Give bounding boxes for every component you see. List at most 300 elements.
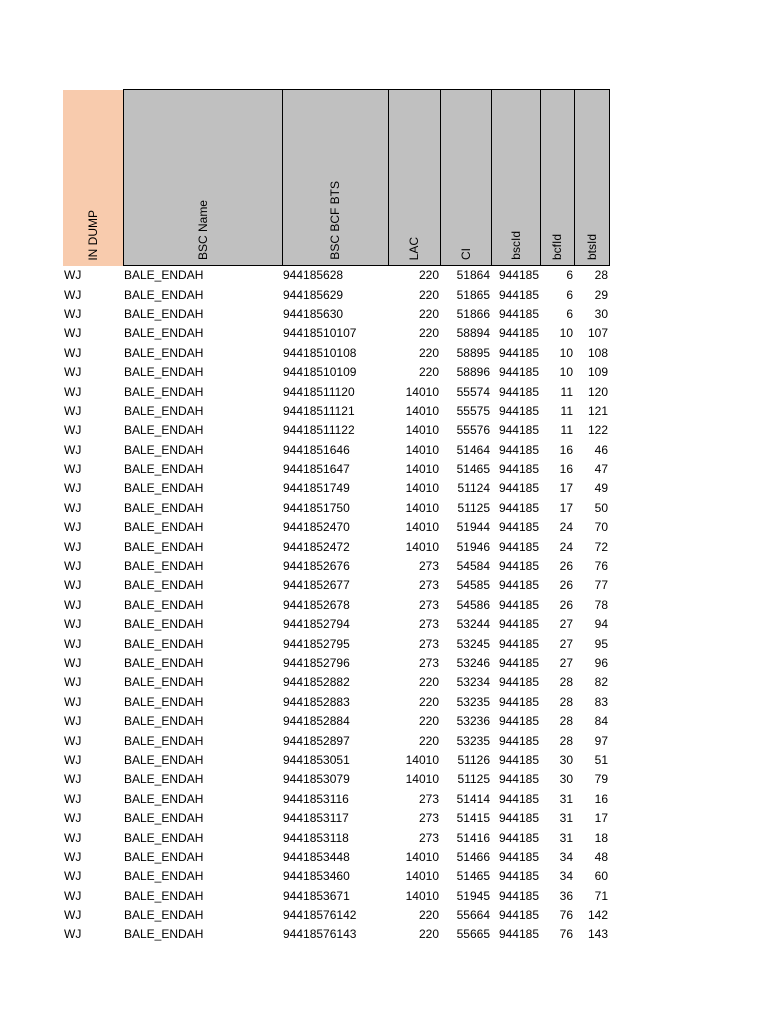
cell-btsid: 47 [594, 462, 608, 477]
cell-bscid: 944185 [498, 636, 539, 651]
table-row [63, 344, 609, 363]
cell-lac: 14010 [405, 500, 439, 515]
cell-ci: 58896 [456, 365, 490, 380]
cell-in-dump: WJ [64, 500, 82, 515]
cell-btsid: 50 [594, 500, 608, 515]
cell-lac: 14010 [405, 462, 439, 477]
cell-lac: 14010 [405, 481, 439, 496]
cell-lac: 273 [418, 830, 439, 845]
cell-bscid: 944185 [498, 791, 539, 806]
cell-ci: 51466 [456, 849, 490, 864]
cell-lac: 14010 [405, 849, 439, 864]
data-table [63, 89, 610, 945]
cell-bsc-bcf-bts: 9441851646 [283, 442, 350, 457]
cell-bcfid: 6 [566, 287, 573, 302]
cell-bcfid: 31 [559, 811, 573, 826]
cell-bsc-bcf-bts: 94418511121 [283, 403, 355, 418]
cell-bscid: 944185 [498, 597, 539, 612]
cell-bcfid: 36 [559, 888, 573, 903]
table-row [63, 285, 609, 304]
cell-bsc-bcf-bts: 9441852796 [283, 656, 350, 670]
cell-in-dump: WJ [64, 520, 82, 535]
cell-btsid: 51 [594, 752, 608, 767]
cell-lac: 14010 [405, 869, 439, 884]
cell-ci: 51465 [456, 869, 490, 884]
cell-bcfid: 28 [559, 675, 573, 690]
table-row [63, 848, 609, 867]
cell-btsid: 82 [594, 675, 608, 690]
cell-bsc-name: BALE_ENDAH [124, 423, 204, 438]
cell-bsc-bcf-bts: 944185629 [283, 287, 344, 302]
cell-bsc-name: BALE_ENDAH [124, 365, 204, 380]
cell-in-dump: WJ [64, 403, 82, 418]
table-row [63, 790, 609, 809]
cell-bsc-bcf-bts: 94418510109 [283, 365, 357, 380]
cell-bsc-name: BALE_ENDAH [124, 403, 204, 418]
cell-bcfid: 76 [559, 908, 573, 923]
cell-in-dump: WJ [64, 267, 82, 282]
cell-bcfid: 16 [559, 462, 573, 477]
cell-bsc-name: BALE_ENDAH [124, 675, 204, 690]
cell-lac: 14010 [405, 752, 439, 767]
cell-lac: 14010 [405, 423, 439, 438]
cell-btsid: 96 [594, 656, 608, 670]
cell-bscid: 944185 [498, 617, 539, 632]
table-row [63, 809, 609, 828]
cell-in-dump: WJ [64, 714, 82, 729]
cell-ci: 55665 [456, 927, 490, 942]
table-row [63, 576, 609, 595]
cell-ci: 51414 [456, 791, 490, 806]
cell-ci: 51416 [456, 830, 490, 845]
cell-bsc-name: BALE_ENDAH [124, 597, 204, 612]
cell-bsc-name: BALE_ENDAH [124, 733, 204, 748]
cell-bscid: 944185 [498, 811, 539, 826]
cell-btsid: 83 [594, 694, 608, 709]
cell-bsc-bcf-bts: 94418576143 [283, 927, 357, 942]
cell-bsc-name: BALE_ENDAH [124, 752, 204, 767]
cell-bscid: 944185 [498, 559, 539, 574]
cell-ci: 53236 [456, 714, 490, 729]
cell-bcfid: 27 [559, 656, 573, 670]
cell-bscid: 944185 [498, 733, 539, 748]
cell-ci: 51944 [456, 520, 490, 535]
cell-bscid: 944185 [498, 423, 539, 438]
column-header-bscid: bscId [491, 90, 540, 266]
cell-bsc-bcf-bts: 9441853448 [283, 849, 350, 864]
cell-bsc-bcf-bts: 9441853079 [283, 772, 350, 787]
cell-in-dump: WJ [64, 656, 82, 670]
cell-bsc-bcf-bts: 944185628 [283, 268, 344, 283]
cell-bsc-bcf-bts: 9441853460 [283, 869, 350, 884]
cell-lac: 220 [418, 326, 439, 341]
cell-bsc-name: BALE_ENDAH [124, 578, 204, 593]
cell-bcfid: 24 [559, 520, 573, 535]
cell-in-dump: WJ [64, 617, 82, 632]
cell-bsc-bcf-bts: 9441853671 [283, 888, 350, 903]
cell-btsid: 16 [594, 791, 608, 806]
cell-bcfid: 28 [559, 694, 573, 709]
cell-ci: 55576 [456, 423, 490, 438]
cell-bsc-bcf-bts: 9441852882 [283, 675, 350, 690]
cell-bcfid: 34 [559, 869, 573, 884]
cell-ci: 51946 [456, 539, 490, 554]
cell-in-dump: WJ [64, 849, 82, 864]
table-row [63, 382, 609, 401]
cell-bcfid: 28 [559, 714, 573, 729]
cell-bscid: 944185 [498, 384, 539, 399]
cell-lac: 273 [418, 559, 439, 574]
cell-btsid: 97 [594, 733, 608, 748]
cell-bscid: 944185 [498, 365, 539, 380]
cell-bsc-name: BALE_ENDAH [124, 384, 204, 399]
cell-bsc-name: BALE_ENDAH [124, 714, 204, 729]
cell-bsc-bcf-bts: 9441852794 [283, 617, 350, 632]
cell-bscid: 944185 [498, 462, 539, 477]
cell-bscid: 944185 [498, 520, 539, 535]
cell-bsc-bcf-bts: 9441852795 [283, 636, 350, 651]
cell-bsc-name: BALE_ENDAH [124, 811, 204, 826]
table-row [63, 654, 609, 673]
cell-btsid: 94 [594, 617, 608, 632]
cell-bcfid: 10 [559, 326, 573, 341]
table-row [63, 731, 609, 750]
cell-bsc-name: BALE_ENDAH [124, 462, 204, 477]
cell-bsc-name: BALE_ENDAH [124, 656, 204, 670]
cell-ci: 51866 [456, 306, 490, 321]
cell-bcfid: 30 [559, 772, 573, 787]
table-row [63, 305, 609, 324]
cell-bscid: 944185 [498, 345, 539, 360]
cell-bscid: 944185 [498, 403, 539, 418]
cell-bscid: 944185 [498, 927, 539, 942]
cell-ci: 55664 [456, 908, 490, 923]
cell-bsc-name: BALE_ENDAH [124, 830, 204, 845]
cell-in-dump: WJ [64, 733, 82, 748]
cell-bscid: 944185 [498, 578, 539, 593]
cell-btsid: 46 [594, 442, 608, 457]
cell-bsc-name: BALE_ENDAH [124, 908, 204, 923]
cell-lac: 273 [418, 578, 439, 593]
table-row [63, 906, 609, 925]
cell-lac: 14010 [405, 520, 439, 535]
cell-in-dump: WJ [64, 578, 82, 593]
cell-bsc-name: BALE_ENDAH [124, 500, 204, 515]
table-row [63, 441, 609, 460]
cell-lac: 14010 [405, 539, 439, 554]
table-row [63, 693, 609, 712]
cell-in-dump: WJ [64, 694, 82, 709]
cell-ci: 53245 [456, 636, 490, 651]
cell-bcfid: 27 [559, 636, 573, 651]
cell-bscid: 944185 [498, 908, 539, 923]
cell-bscid: 944185 [498, 849, 539, 864]
cell-in-dump: WJ [64, 365, 82, 380]
header-row [63, 90, 609, 266]
cell-lac: 220 [418, 714, 439, 729]
cell-lac: 220 [418, 365, 439, 380]
cell-lac: 220 [418, 694, 439, 709]
table-row [63, 770, 609, 789]
cell-bcfid: 6 [566, 306, 573, 321]
cell-bscid: 944185 [498, 306, 539, 321]
table-row [63, 828, 609, 847]
table-row [63, 324, 609, 343]
cell-bcfid: 10 [559, 345, 573, 360]
cell-bsc-name: BALE_ENDAH [124, 326, 204, 341]
cell-btsid: 77 [594, 578, 608, 593]
cell-btsid: 70 [594, 520, 608, 535]
cell-bsc-bcf-bts: 9441851750 [283, 500, 350, 515]
cell-lac: 220 [418, 908, 439, 923]
cell-bscid: 944185 [498, 539, 539, 554]
cell-in-dump: WJ [64, 462, 82, 477]
cell-btsid: 142 [587, 908, 608, 923]
cell-bcfid: 27 [559, 617, 573, 632]
cell-in-dump: WJ [64, 597, 82, 612]
cell-bcfid: 28 [559, 733, 573, 748]
cell-in-dump: WJ [64, 908, 82, 923]
cell-in-dump: WJ [64, 830, 82, 845]
cell-btsid: 120 [587, 384, 608, 399]
cell-lac: 273 [418, 811, 439, 826]
cell-ci: 55575 [456, 403, 490, 418]
table-row [63, 673, 609, 692]
cell-btsid: 122 [587, 423, 608, 438]
cell-bscid: 944185 [498, 500, 539, 515]
cell-bsc-bcf-bts: 9441853051 [283, 752, 350, 767]
cell-bcfid: 26 [559, 578, 573, 593]
cell-bscid: 944185 [498, 481, 539, 496]
column-header-bcfid: bcfId [540, 90, 574, 266]
cell-in-dump: WJ [64, 384, 82, 399]
cell-bcfid: 31 [559, 791, 573, 806]
cell-lac: 220 [418, 306, 439, 321]
cell-bsc-name: BALE_ENDAH [124, 268, 204, 283]
cell-lac: 220 [418, 675, 439, 690]
cell-bcfid: 16 [559, 442, 573, 457]
cell-bsc-bcf-bts: 9441852883 [283, 694, 350, 709]
cell-bsc-name: BALE_ENDAH [124, 869, 204, 884]
cell-lac: 14010 [405, 384, 439, 399]
cell-ci: 51945 [456, 888, 490, 903]
cell-lac: 14010 [405, 888, 439, 903]
cell-bsc-name: BALE_ENDAH [124, 849, 204, 864]
cell-btsid: 49 [594, 481, 608, 496]
cell-ci: 51465 [456, 462, 490, 477]
cell-in-dump: WJ [64, 539, 82, 554]
cell-bsc-bcf-bts: 94418510108 [283, 345, 357, 360]
cell-bsc-name: BALE_ENDAH [124, 791, 204, 806]
cell-bsc-name: BALE_ENDAH [124, 694, 204, 709]
cell-bsc-bcf-bts: 9441852884 [283, 714, 350, 729]
cell-btsid: 76 [594, 559, 608, 574]
cell-ci: 53235 [456, 694, 490, 709]
cell-bcfid: 11 [560, 403, 573, 418]
cell-bcfid: 31 [559, 830, 573, 845]
cell-lac: 273 [418, 656, 439, 670]
cell-bcfid: 10 [559, 365, 573, 380]
cell-bscid: 944185 [498, 752, 539, 767]
cell-bcfid: 26 [559, 559, 573, 574]
cell-in-dump: WJ [64, 423, 82, 438]
cell-lac: 220 [418, 733, 439, 748]
cell-bcfid: 34 [559, 849, 573, 864]
cell-bsc-name: BALE_ENDAH [124, 636, 204, 651]
cell-bscid: 944185 [498, 830, 539, 845]
cell-in-dump: WJ [64, 869, 82, 884]
cell-bscid: 944185 [498, 287, 539, 302]
cell-btsid: 107 [587, 326, 608, 341]
cell-ci: 53244 [456, 617, 490, 632]
cell-bsc-bcf-bts: 9441852472 [283, 539, 350, 554]
cell-bsc-bcf-bts: 94418511120 [283, 384, 355, 399]
table-row [63, 421, 609, 440]
cell-in-dump: WJ [64, 675, 82, 690]
cell-bcfid: 17 [559, 481, 573, 496]
cell-btsid: 71 [594, 888, 608, 903]
cell-bsc-name: BALE_ENDAH [124, 520, 204, 535]
column-header-ci: CI [440, 90, 491, 266]
table-row [63, 402, 609, 421]
cell-lac: 220 [418, 268, 439, 283]
cell-btsid: 108 [587, 345, 608, 360]
cell-bsc-bcf-bts: 9441852678 [283, 597, 350, 612]
cell-btsid: 109 [587, 365, 608, 380]
column-header-lac: LAC [388, 90, 440, 266]
cell-bcfid: 17 [559, 500, 573, 515]
cell-bsc-bcf-bts: 9441852676 [283, 559, 350, 574]
cell-btsid: 29 [594, 287, 608, 302]
cell-bscid: 944185 [498, 694, 539, 709]
cell-bsc-bcf-bts: 94418510107 [283, 326, 357, 341]
cell-bsc-bcf-bts: 9441851749 [283, 481, 350, 496]
cell-btsid: 143 [587, 927, 608, 942]
cell-btsid: 84 [594, 714, 608, 729]
cell-btsid: 17 [594, 811, 608, 826]
cell-in-dump: WJ [64, 752, 82, 767]
cell-bscid: 944185 [498, 442, 539, 457]
cell-bcfid: 30 [559, 752, 573, 767]
cell-ci: 53246 [456, 656, 490, 670]
cell-lac: 273 [418, 617, 439, 632]
cell-bsc-name: BALE_ENDAH [124, 306, 204, 321]
cell-ci: 51464 [456, 442, 490, 457]
table-row [63, 925, 609, 944]
table-row [63, 537, 609, 556]
cell-bsc-bcf-bts: 9441853117 [283, 811, 349, 826]
cell-bcfid: 11 [560, 423, 573, 438]
cell-in-dump: WJ [64, 811, 82, 826]
table-row [63, 615, 609, 634]
table-row [63, 887, 609, 906]
column-header-bsc-bcf-bts: BSC BCF BTS [282, 90, 388, 266]
cell-btsid: 60 [594, 869, 608, 884]
cell-ci: 51125 [457, 772, 490, 787]
cell-in-dump: WJ [64, 791, 82, 806]
cell-bcfid: 24 [559, 539, 573, 554]
cell-lac: 220 [418, 287, 439, 302]
cell-btsid: 95 [594, 636, 608, 651]
cell-bsc-bcf-bts: 9441852897 [283, 733, 350, 748]
column-header-btsid: btsId [574, 90, 609, 266]
cell-bsc-bcf-bts: 9441853118 [283, 830, 349, 845]
cell-btsid: 78 [594, 597, 608, 612]
table-row [63, 751, 609, 770]
cell-lac: 273 [418, 597, 439, 612]
cell-in-dump: WJ [64, 772, 82, 787]
cell-lac: 273 [418, 791, 439, 806]
cell-ci: 51415 [456, 811, 490, 826]
cell-ci: 58894 [456, 326, 490, 341]
table-row [63, 712, 609, 731]
table-row [63, 363, 609, 382]
cell-in-dump: WJ [64, 345, 82, 360]
cell-in-dump: WJ [64, 559, 82, 574]
cell-bcfid: 6 [566, 268, 573, 283]
table-row [63, 634, 609, 653]
cell-btsid: 30 [594, 306, 608, 321]
cell-in-dump: WJ [64, 306, 82, 321]
cell-bscid: 944185 [498, 656, 539, 670]
cell-bsc-name: BALE_ENDAH [124, 617, 204, 632]
cell-ci: 51124 [457, 481, 490, 496]
cell-bsc-bcf-bts: 94418511122 [283, 423, 355, 438]
cell-lac: 220 [418, 927, 439, 942]
cell-ci: 51865 [456, 287, 490, 302]
cell-bsc-bcf-bts: 9441853116 [283, 791, 349, 806]
table-row [63, 518, 609, 537]
cell-btsid: 79 [594, 772, 608, 787]
cell-bscid: 944185 [498, 268, 539, 283]
cell-ci: 51126 [457, 752, 490, 767]
cell-bscid: 944185 [498, 675, 539, 690]
cell-in-dump: WJ [64, 287, 82, 302]
cell-in-dump: WJ [64, 888, 82, 903]
cell-ci: 55574 [456, 384, 490, 399]
cell-bcfid: 76 [559, 927, 573, 942]
cell-bsc-bcf-bts: 9441852470 [283, 520, 350, 535]
table-row [63, 596, 609, 615]
cell-bsc-name: BALE_ENDAH [124, 287, 204, 302]
cell-btsid: 18 [594, 830, 608, 845]
cell-bsc-name: BALE_ENDAH [124, 345, 204, 360]
cell-bscid: 944185 [498, 772, 539, 787]
cell-in-dump: WJ [64, 927, 82, 942]
column-header-in-dump: IN DUMP [63, 90, 123, 266]
cell-btsid: 72 [594, 539, 608, 554]
cell-in-dump: WJ [64, 326, 82, 341]
cell-bscid: 944185 [498, 714, 539, 729]
cell-bsc-name: BALE_ENDAH [124, 772, 204, 787]
cell-ci: 54586 [456, 597, 490, 612]
cell-lac: 273 [418, 636, 439, 651]
cell-lac: 14010 [405, 772, 439, 787]
cell-bsc-name: BALE_ENDAH [124, 927, 204, 942]
cell-btsid: 121 [587, 403, 608, 418]
cell-ci: 53235 [456, 733, 490, 748]
column-header-bsc-name: BSC Name [123, 90, 282, 266]
table-row [63, 460, 609, 479]
table-row [63, 266, 609, 286]
cell-bsc-bcf-bts: 9441852677 [283, 578, 350, 593]
cell-in-dump: WJ [64, 481, 82, 496]
cell-ci: 54584 [456, 559, 490, 574]
cell-bsc-name: BALE_ENDAH [124, 442, 204, 457]
cell-ci: 53234 [456, 675, 490, 690]
cell-ci: 54585 [456, 578, 490, 593]
cell-lac: 14010 [405, 403, 439, 418]
